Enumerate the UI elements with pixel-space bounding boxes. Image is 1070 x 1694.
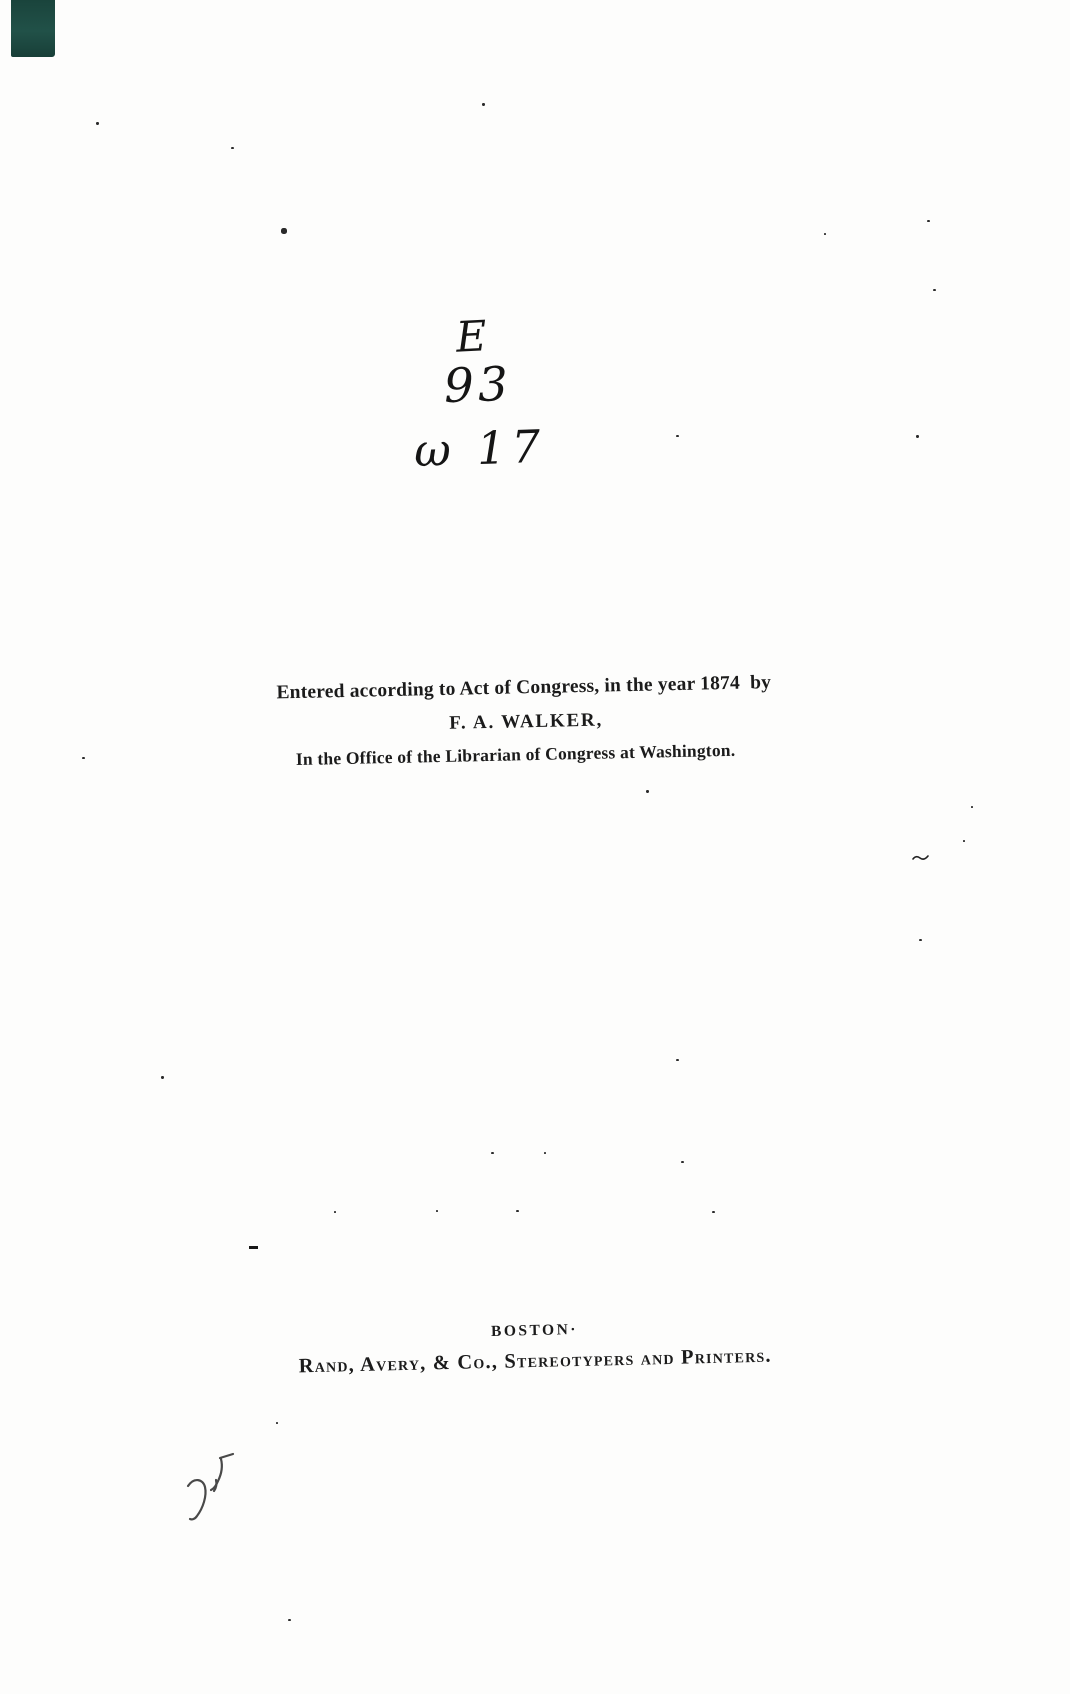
scan-speck xyxy=(281,228,287,234)
copyright-notice xyxy=(0,665,1070,777)
copyright-author-line: F. A. WALKER, xyxy=(449,709,604,734)
scan-speck xyxy=(933,289,936,291)
scan-speck xyxy=(544,1152,546,1154)
scan-speck xyxy=(824,233,826,235)
scan-speck xyxy=(712,1211,715,1213)
scan-speck xyxy=(516,1210,519,1212)
teal-corner-tab xyxy=(11,0,55,57)
scan-speck xyxy=(676,1059,679,1061)
scan-speck xyxy=(491,1152,494,1154)
printer-imprint xyxy=(0,1310,1070,1386)
scan-speck xyxy=(482,103,485,106)
scan-speck xyxy=(676,435,679,437)
scan-speck xyxy=(927,220,930,222)
scan-speck xyxy=(231,147,234,149)
scan-speck xyxy=(436,1210,438,1212)
scan-speck xyxy=(646,790,649,793)
imprint-city: BOSTON· xyxy=(490,1321,579,1340)
scan-speck xyxy=(288,1619,291,1621)
scan-speck xyxy=(919,939,922,941)
scan-speck xyxy=(963,840,965,842)
handwritten-call-number-line-3: ω 17 xyxy=(413,419,548,478)
handwritten-call-number-line-2: 93 xyxy=(443,356,513,415)
pen-scribble xyxy=(180,1448,236,1528)
scan-tilde-mark xyxy=(912,853,930,863)
scan-speck xyxy=(161,1076,164,1079)
scan-speck xyxy=(916,435,919,438)
copyright-office-line: In the Office of the Librarian of Congress at Washington. xyxy=(295,739,736,770)
scan-speck xyxy=(276,1422,278,1424)
scan-speck xyxy=(334,1211,336,1213)
scan-dash-mark xyxy=(249,1246,258,1249)
scan-speck xyxy=(96,122,99,125)
scan-speck xyxy=(82,757,85,759)
scan-speck xyxy=(681,1161,684,1163)
scan-speck xyxy=(971,806,973,808)
imprint-printer-name: Rand, Avery, & Co., Stereotypers and Printers. xyxy=(298,1344,772,1378)
handwritten-call-number-line-1: E xyxy=(454,311,488,362)
copyright-entered-line: Entered according to Act of Congress, in the year 1874 by xyxy=(276,672,772,704)
